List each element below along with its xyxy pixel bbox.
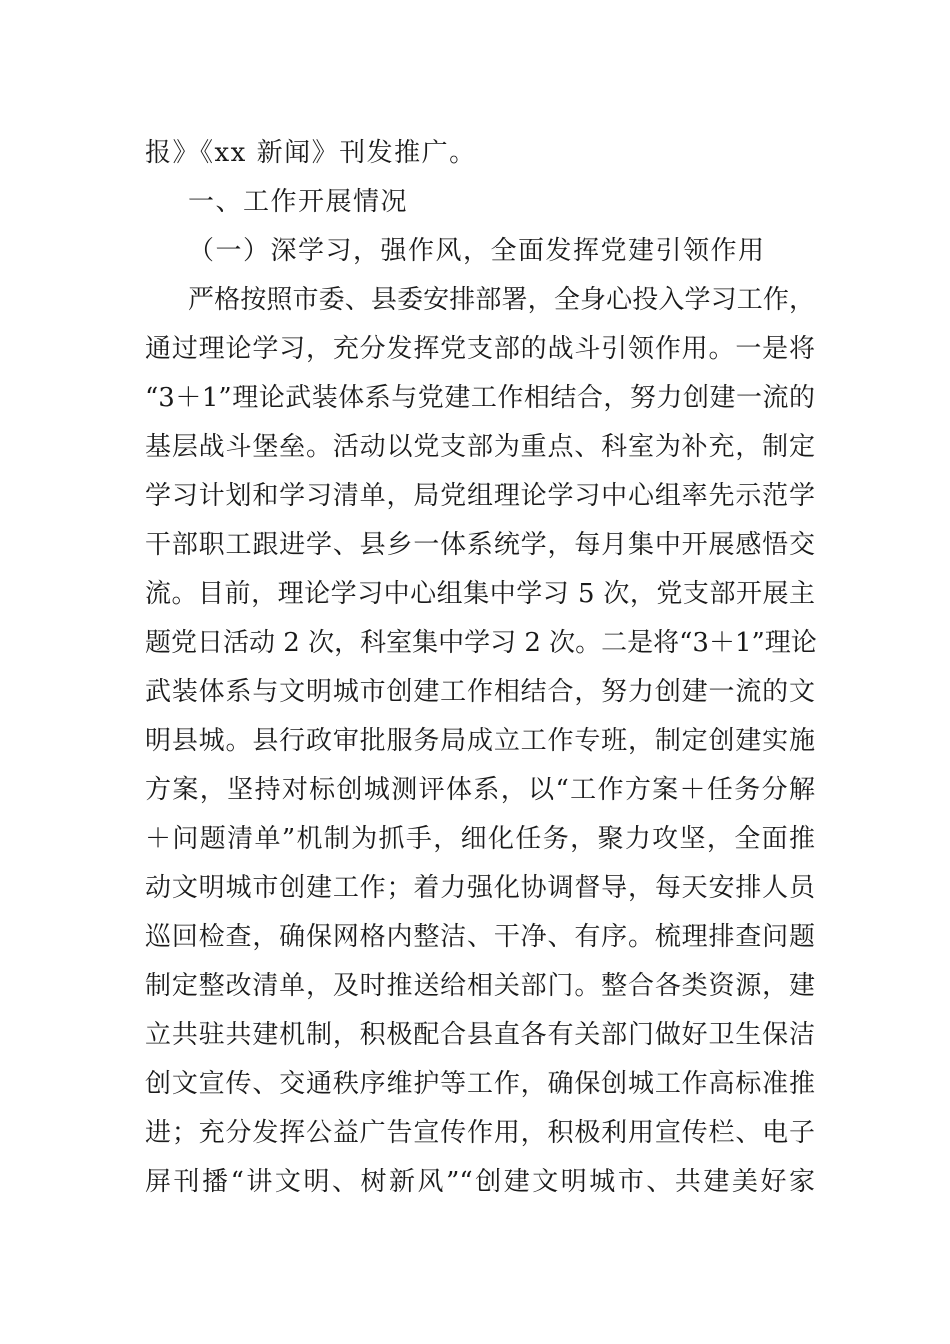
text-line: 题党日活动 2 次，科室集中学习 2 次。二是将“3＋1”理论: [145, 628, 817, 658]
subsection-heading: （一）深学习，强作风，全面发挥党建引领作用: [188, 236, 766, 266]
text-line: 方案，坚持对标创城测评体系，以“工作方案＋任务分解: [145, 775, 815, 805]
section-heading: 一、工作开展情况: [188, 187, 409, 217]
text-line: 报》《xx 新闻》刊发推广。: [145, 138, 477, 168]
text-line: 明县城。县行政审批服务局成立工作专班，制定创建实施: [145, 726, 815, 756]
text-line: 通过理论学习，充分发挥党支部的战斗引领作用。一是将: [145, 334, 815, 364]
text-line: 武装体系与文明城市创建工作相结合，努力创建一流的文: [145, 677, 815, 707]
text-line: 动文明城市创建工作；着力强化协调督导，每天安排人员: [145, 873, 815, 903]
text-line: 严格按照市委、县委安排部署，全身心投入学习工作，: [188, 285, 815, 315]
text-line: ＋问题清单”机制为抓手，细化任务，聚力攻坚，全面推: [145, 824, 815, 854]
text-line: 干部职工跟进学、县乡一体系统学，每月集中开展感悟交: [145, 530, 815, 560]
text-line: 巡回检查，确保网格内整洁、干净、有序。梳理排查问题: [145, 922, 815, 952]
text-line: 制定整改清单，及时推送给相关部门。整合各类资源，建: [145, 971, 815, 1001]
text-line: 立共驻共建机制，积极配合县直各有关部门做好卫生保洁: [145, 1020, 815, 1050]
text-line: 基层战斗堡垒。活动以党支部为重点、科室为补充，制定: [145, 432, 815, 462]
text-line: “3＋1”理论武装体系与党建工作相结合，努力创建一流的: [145, 383, 815, 413]
text-line: 学习计划和学习清单，局党组理论学习中心组率先示范学: [145, 481, 815, 511]
text-line: 进；充分发挥公益广告宣传作用，积极利用宣传栏、电子: [145, 1118, 815, 1148]
text-line: 创文宣传、交通秩序维护等工作，确保创城工作高标准推: [145, 1069, 815, 1099]
text-line: 流。目前，理论学习中心组集中学习 5 次，党支部开展主: [145, 579, 815, 609]
text-line: 屏刊播“讲文明、树新风”“创建文明城市、共建美好家: [145, 1167, 815, 1197]
